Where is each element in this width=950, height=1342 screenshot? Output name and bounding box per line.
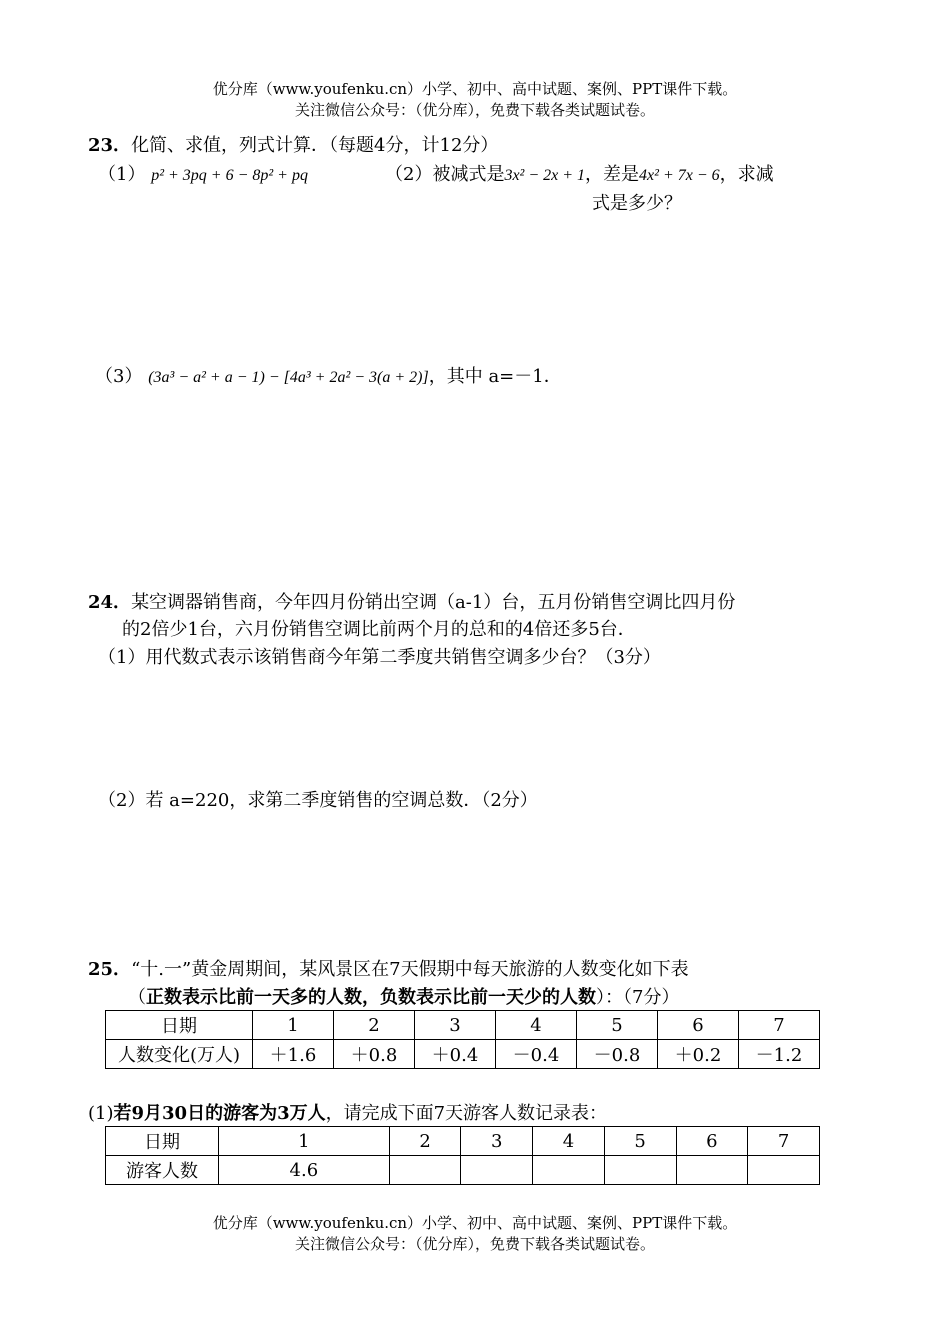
q25-part1 <box>88 1099 607 1125</box>
q23-title: 化简、求值，列式计算．（每题4分，计12分） <box>131 135 499 156</box>
table-row <box>106 1127 820 1156</box>
table-row-label: 人数变化(万人) <box>106 1040 253 1069</box>
q23-part3-label: （3） <box>95 366 143 387</box>
q23-part1-label: （1） <box>98 164 146 185</box>
header-line-1: 优分库（www.youfenku.cn）小学、初中、高中试题、案例、PPT课件下载。 <box>212 80 738 98</box>
q23-part3-expression: (3a³ − a² + a − 1) − [4a³ + 2a² − 3(a + 2)] <box>148 369 429 386</box>
table-cell: 2 <box>334 1011 415 1040</box>
header-line-2: 关注微信公众号：（优分库），免费下载各类试题试卷。 <box>294 101 655 119</box>
q23-part1-expression: p² + 3pq + 6 − 8p² + pq <box>151 167 308 184</box>
q23-part2-line2: 式是多少？ <box>592 193 682 214</box>
table-cell: 4 <box>496 1011 577 1040</box>
table-header-cell: 日期 <box>106 1127 219 1156</box>
table-cell: 5 <box>577 1011 658 1040</box>
table-cell <box>676 1156 748 1185</box>
table-cell <box>604 1156 676 1185</box>
q24-number: 24． <box>88 592 132 613</box>
table-cell: ＋0.8 <box>334 1040 415 1069</box>
q25-part1-rest: ，请完成下面7天游客人数记录表： <box>325 1103 608 1124</box>
table-cell <box>533 1156 605 1185</box>
footer-line-1: 优分库（www.youfenku.cn）小学、初中、高中试题、案例、PPT课件下载。 <box>212 1214 738 1232</box>
table-cell: 6 <box>658 1011 739 1040</box>
q24-part2: （2）若 a=220，求第二季度销售的空调总数．（2分） <box>98 790 538 811</box>
q25-line1 <box>88 955 689 981</box>
table-cell: 7 <box>748 1127 820 1156</box>
table-row <box>106 1011 820 1040</box>
q24-line1 <box>88 588 735 614</box>
q23-title-line <box>88 131 498 157</box>
table-row <box>106 1156 820 1185</box>
q25-line2-open: （ <box>128 987 146 1008</box>
table-cell: 1 <box>253 1011 334 1040</box>
table-cell: －1.2 <box>739 1040 820 1069</box>
table-cell: ＋0.2 <box>658 1040 739 1069</box>
table-row-label: 游客人数 <box>106 1156 219 1185</box>
table-cell: －0.4 <box>496 1040 577 1069</box>
q23-part2-label: （2）被减式是 <box>385 164 505 185</box>
q25-part1-bold: 若9月30日的游客为3万人 <box>113 1103 326 1124</box>
q25-line2 <box>128 983 679 1009</box>
table-cell: 4 <box>533 1127 605 1156</box>
q23-part3-end: ，其中 a=－1． <box>428 366 562 387</box>
q25-change-table <box>105 1010 820 1069</box>
table-row <box>106 1040 820 1069</box>
q23-part2 <box>385 160 774 186</box>
q23-part1 <box>98 160 308 186</box>
table-cell: 5 <box>604 1127 676 1156</box>
q23-number: 23． <box>88 135 132 156</box>
table-cell <box>461 1156 533 1185</box>
table-cell <box>389 1156 461 1185</box>
table-cell: 4.6 <box>219 1156 390 1185</box>
q23-part2-minuend: 3x² − 2x + 1 <box>504 167 586 184</box>
table-cell: 3 <box>415 1011 496 1040</box>
q24-part1: （1）用代数式表示该销售商今年第二季度共销售空调多少台？（3分） <box>98 647 661 668</box>
q25-part1-prefix: (1) <box>88 1103 114 1124</box>
q25-line2-close: ）：（7分） <box>596 987 680 1008</box>
q23-part3 <box>95 362 562 388</box>
q23-part2-end: ，求减 <box>719 164 774 185</box>
table-cell: ＋1.6 <box>253 1040 334 1069</box>
q24-text-1: 某空调器销售商，今年四月份销出空调（a-1）台，五月份销售空调比四月份 <box>131 592 736 613</box>
table-header-cell: 日期 <box>106 1011 253 1040</box>
table-cell: 3 <box>461 1127 533 1156</box>
q23-part2-difference: 4x² + 7x − 6 <box>639 167 720 184</box>
table-cell: 2 <box>389 1127 461 1156</box>
table-cell: 1 <box>219 1127 390 1156</box>
footer-line-2: 关注微信公众号：（优分库），免费下载各类试题试卷。 <box>294 1235 655 1253</box>
q25-text-1: “十.一”黄金周期间，某风景区在7天假期中每天旅游的人数变化如下表 <box>131 959 689 980</box>
table-cell: －0.8 <box>577 1040 658 1069</box>
q25-visitor-table <box>105 1126 820 1185</box>
q25-line2-bold: 正数表示比前一天多的人数，负数表示比前一天少的人数 <box>146 987 596 1008</box>
table-cell <box>748 1156 820 1185</box>
table-cell: 7 <box>739 1011 820 1040</box>
table-cell: 6 <box>676 1127 748 1156</box>
table-cell: ＋0.4 <box>415 1040 496 1069</box>
q24-line2: 的2倍少1台，六月份销售空调比前两个月的总和的4倍还多5台． <box>122 619 636 640</box>
q23-part2-mid: ，差是 <box>585 164 640 185</box>
q25-number: 25． <box>88 959 132 980</box>
